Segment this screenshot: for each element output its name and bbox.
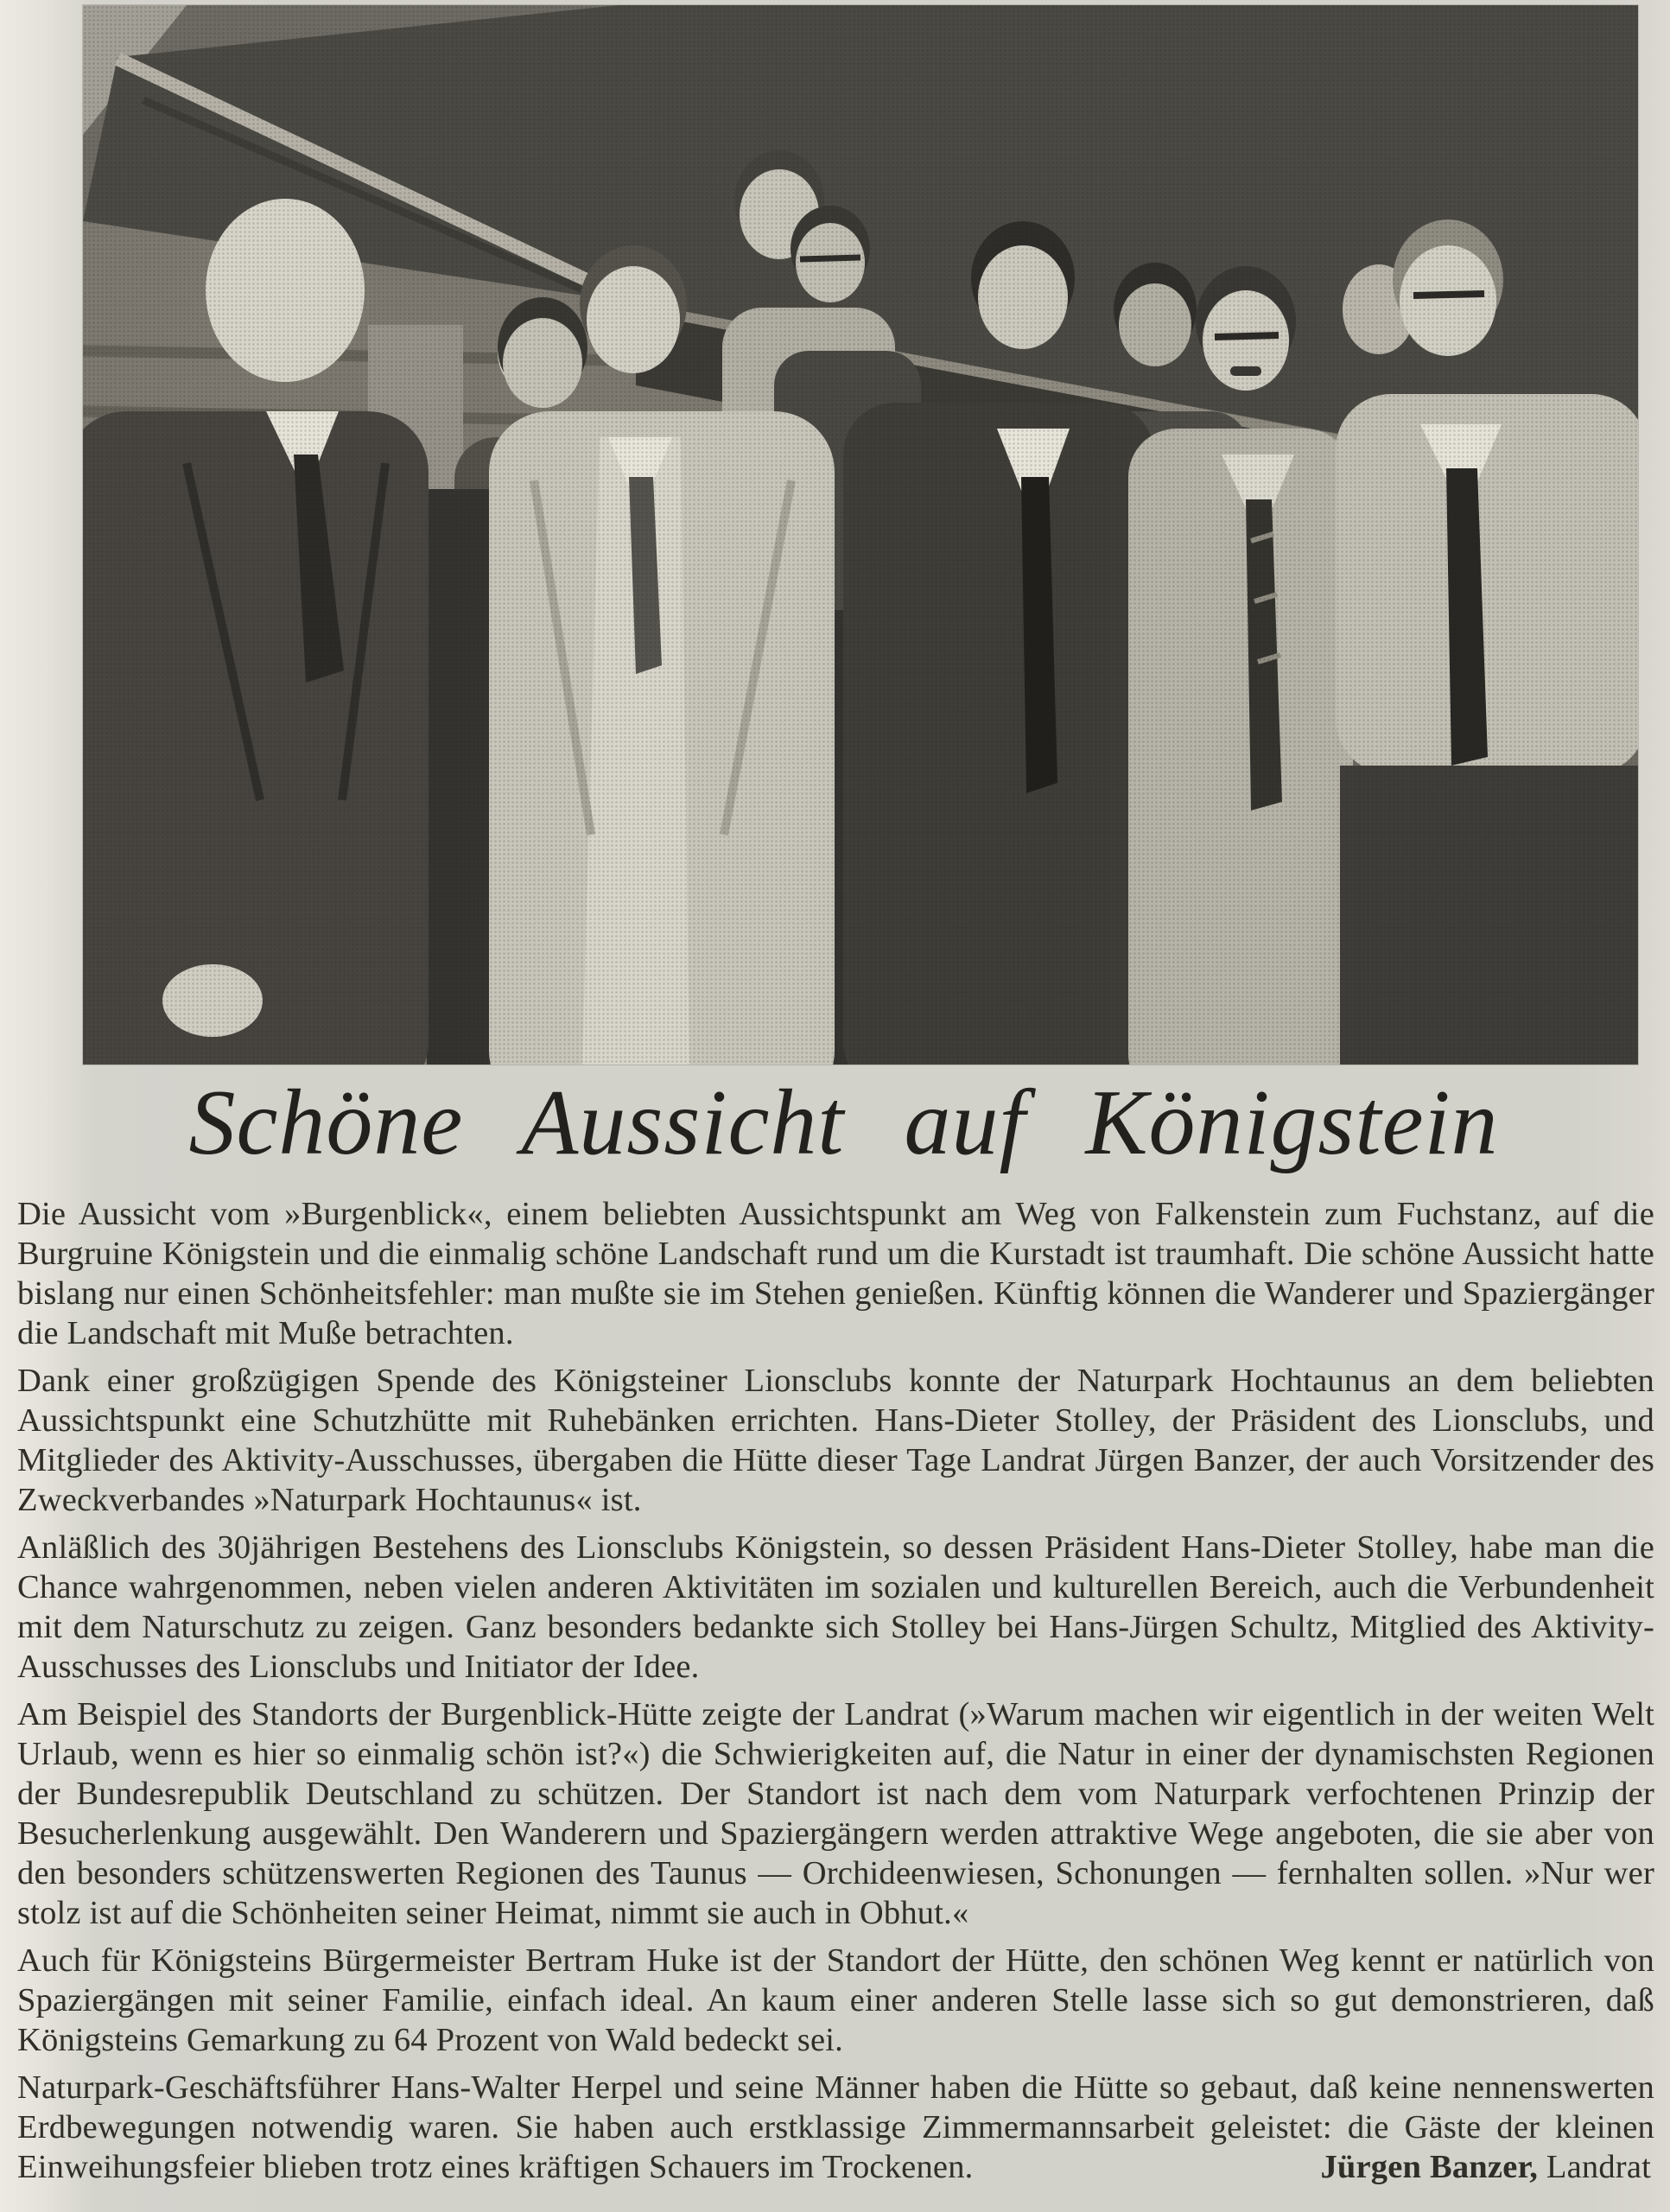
paragraph-4: Am Beispiel des Standorts der Burgenblick-Hütte zeigte der Landrat (»Warum machen wir eigentlich in der weiten Welt Urlaub, wenn es hier so einmalig schön ist?«) die Schwierigkeiten auf, die Natur in einer der dynamischsten Regionen der Bundesrepublik Deutschland zu schützen. Der Standort ist nach dem vom Naturpark verfochtenen Prinzip der Besucherlenkung ausgewählt. Den Wanderern und Spaziergängern werden attraktive Wege angeboten, die sie aber von den besonders schützenswerten Regionen des Taunus — Orchideenwiesen, Schonungen — fernhalten sollen. »Nur wer stolz ist auf die Schönheiten seiner Heimat, nimmt sie auch in Obhut.«	[17, 1696, 1654, 1931]
paragraph-3: Anläßlich des 30jährigen Bestehens des Lionsclubs Königstein, so dessen Präsident Hans-Dieter Stolley, habe man die Chance wahrgenommen, neben vielen anderen Aktivitäten im sozialen und kulturellen Bereich, auch die Verbundenheit mit dem Naturschutz zu zeigen. Ganz besonders bedankte sich Stolley bei Hans-Jürgen Schultz, Mitglied des Aktivity-Ausschusses des Lionsclubs und Initiator der Idee.	[17, 1529, 1654, 1685]
paragraph-6	[17, 2068, 1654, 2187]
group-photo-illustration	[83, 5, 1638, 1065]
byline	[1320, 2147, 1651, 2187]
byline-role: Landrat	[1538, 2149, 1651, 2185]
paragraph-2: Dank einer großzügigen Spende des Königsteiner Lionsclubs konnte der Naturpark Hochtaunus an dem beliebten Aussichtspunkt eine Schutzhütte mit Ruhebänken errichten. Hans-Dieter Stolley, der Präsident des Lionsclubs, und Mitglieder des Aktivity-Ausschusses, übergaben die Hütte dieser Tage Landrat Jürgen Banzer, der auch Vorsitzender des Zweckverbandes »Naturpark Hochtaunus« ist.	[17, 1363, 1654, 1518]
headline: Schöne Aussicht auf Königstein	[188, 1071, 1499, 1174]
paragraph-1: Die Aussicht vom »Burgenblick«, einem beliebten Aussichtspunkt am Weg von Falkenstein zum Fuchstanz, auf die Burgruine Königstein und die einmalig schöne Landschaft rund um die Kurstadt ist traumhaft. Die schöne Aussicht hatte bislang nur einen Schönheitsfehler: man mußte sie im Stehen genießen. Künftig können die Wanderer und Spaziergänger die Landschaft mit Muße betrachten.	[17, 1196, 1654, 1351]
paragraph-5: Auch für Königsteins Bürgermeister Bertram Huke ist der Standort der Hütte, den schönen Weg kennt er natürlich von Spaziergängen mit seiner Familie, einfach ideal. An kaum einer anderen Stelle lasse sich so gut demonstrieren, daß Königsteins Gemarkung zu 64 Prozent von Wald bedeckt sei.	[17, 1942, 1654, 2058]
figure-gap-shadow	[427, 489, 492, 1065]
byline-name: Jürgen Banzer,	[1320, 2149, 1539, 2185]
paragraph-6-text: Naturpark-Geschäftsführer Hans-Walter Herpel und seine Männer haben die Hütte so gebaut, daß keine nennenswerten Erdbewegungen notwendig waren. Sie haben auch erstklassige Zimmermannsarbeit geleistet: die Gäste der kleinen Einweihungsfeier blieben trotz eines kräftigen Schauers im Trockenen.	[17, 2069, 1654, 2185]
article-photo	[83, 5, 1638, 1065]
article-body	[17, 1194, 1654, 2188]
